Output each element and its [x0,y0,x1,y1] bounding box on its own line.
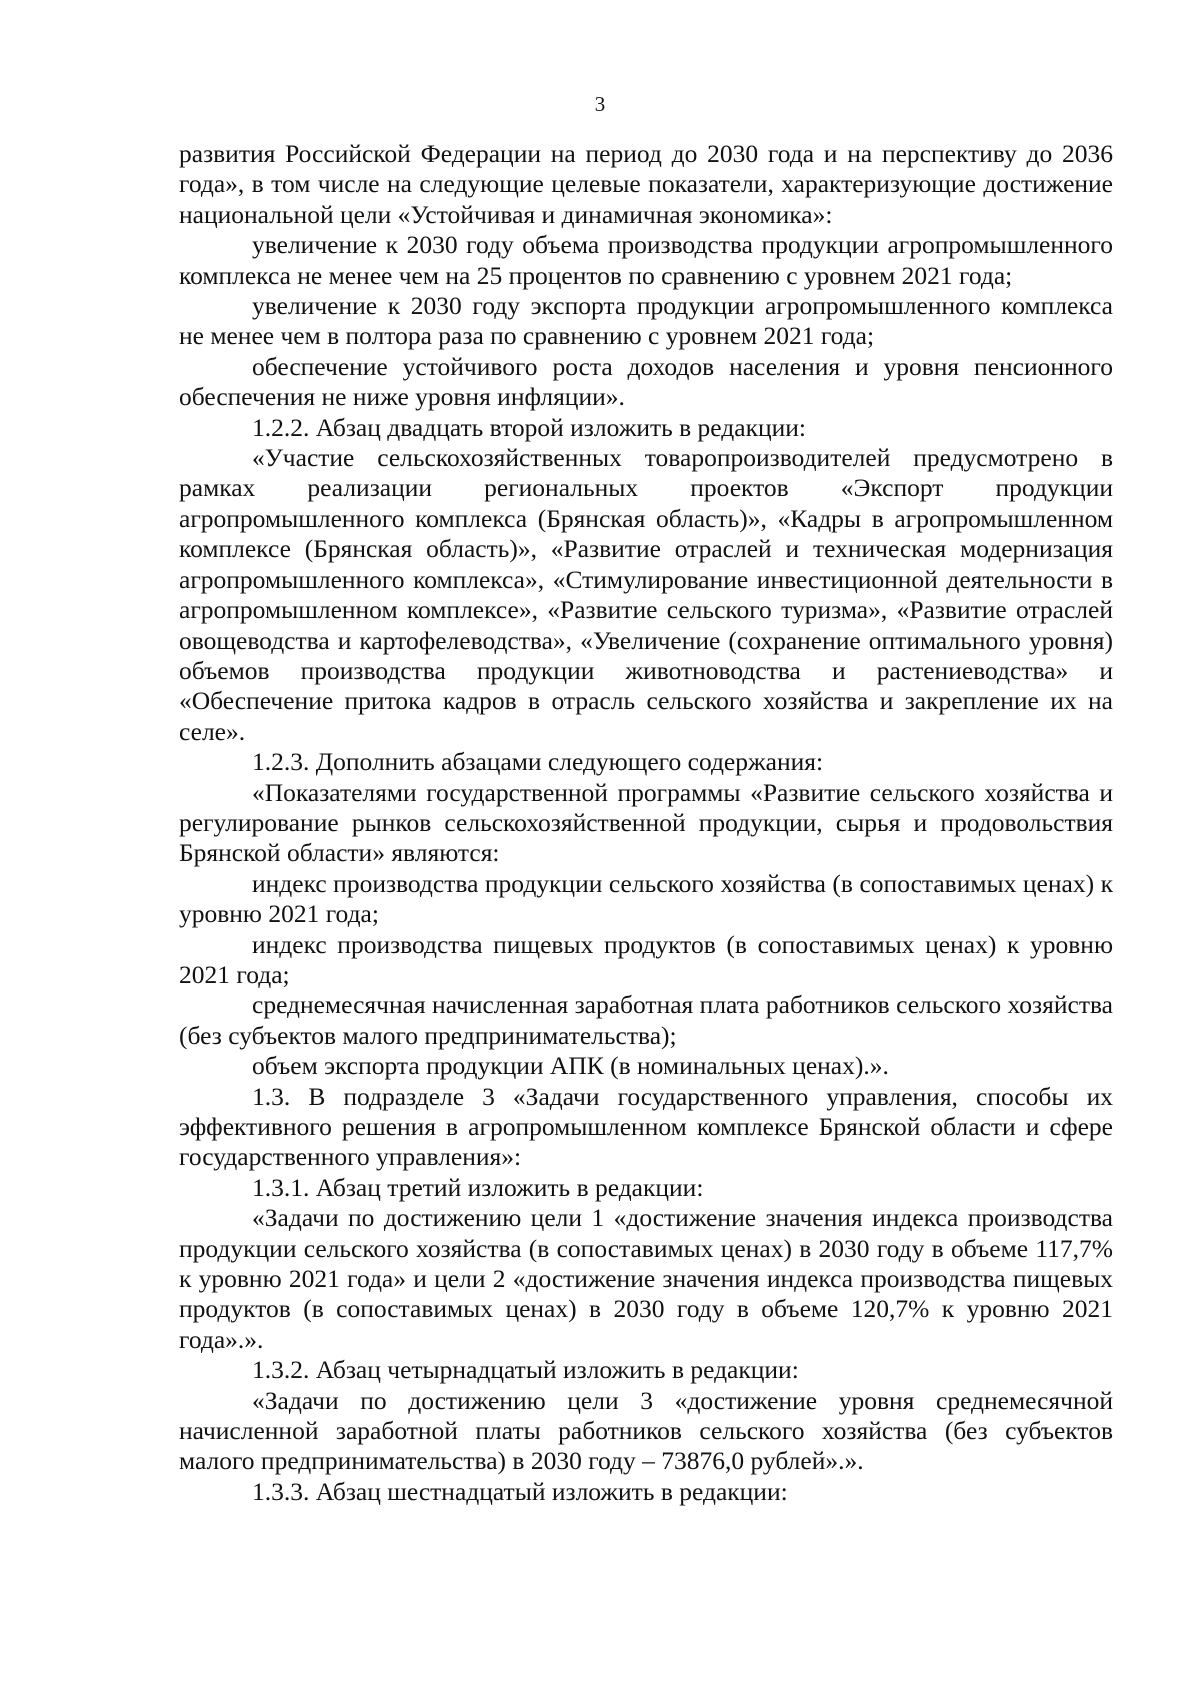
paragraph: увеличение к 2030 году объема производства продукции агропромышленного комплекса не менее чем на 25 процентов по сравнению с уровнем 2021 года; [179,230,1113,290]
paragraph: объем экспорта продукции АПК (в номинальных ценах).». [252,1051,889,1081]
paragraph: индекс производства продукции сельского хозяйства (в сопоставимых ценах) к уровню 2021 года; [179,868,1113,929]
paragraph: «Показателями государственной программы «Развитие сельского хозяйства и регулирование рынков сельскохозяйственной продукции, сырья и продовольствия Брянской области» являются: [179,777,1113,868]
paragraph: «Участие сельскохозяйственных товаропроизводителей предусмотрено в рамках реализации региональных проектов «Экспорт продукции агропромышленного комплекса (Брянская область)», «Кадры в агропромышленном комплексе (Брянская область)», «Развитие отраслей и техническая модернизация агропромышленного комплекса», «Стимулирование инвестиционной деятельности в агропромышленном комплексе», «Развитие сельского туризма», «Развитие отраслей овощеводства и картофелеводства», «Увеличение (сохранение оптимального уровня) объемов производства продукции животноводства и растениеводства» и «Обеспечение притока кадров в отрасль сельского хозяйства и закрепление их на селе». [179,443,1113,746]
paragraph: обеспечение устойчивого роста доходов населения и уровня пенсионного обеспечения не ниже уровня инфляции». [179,351,1113,412]
paragraph: среднемесячная начисленная заработная плата работников сельского хозяйства (без субъектов малого предпринимательства); [179,990,1113,1050]
paragraph: «Задачи по достижению цели 1 «достижение значения индекса производства продукции сельского хозяйства (в сопоставимых ценах) в 2030 году в объеме 117,7% к уровню 2021 года» и цели 2 «достижение значения индекса производства пищевых продуктов (в сопоставимых ценах) в 2030 году в объеме 120,7% к уровню 2021 года».». [179,1203,1113,1354]
paragraph: 1.3.3. Абзац шестнадцатый изложить в редакции: [252,1476,788,1506]
page-number: 3 [594,92,606,116]
paragraph: индекс производства пищевых продуктов (в сопоставимых ценах) к уровню 2021 года; [179,929,1113,989]
paragraph: 1.2.2. Абзац двадцать второй изложить в редакции: [252,412,806,442]
paragraph: 1.2.3. Дополнить абзацами следующего содержания: [252,747,824,777]
paragraph: развития Российской Федерации на период до 2030 года и на перспективу до 2036 года», в том числе на следующие целевые показатели, характеризующие достижение национальной цели «Устойчивая и динамичная экономика»: [179,139,1113,229]
paragraph: увеличение к 2030 году экспорта продукции агропромышленного комплекса не менее чем в полтора раза по сравнению с уровнем 2021 года; [179,291,1113,351]
paragraph: 1.3.2. Абзац четырнадцатый изложить в редакции: [252,1355,799,1385]
paragraph: 1.3. В подразделе 3 «Задачи государственного управления, способы их эффективного решения в агропромышленном комплексе Брянской области и сфере государственного управления»: [179,1081,1113,1172]
document-body [179,139,1113,1507]
paragraph: 1.3.1. Абзац третий изложить в редакции: [252,1172,704,1202]
paragraph: «Задачи по достижению цели 3 «достижение уровня среднемесячной начисленной заработной платы работников сельского хозяйства (без субъектов малого предпринимательства) в 2030 году – 73876,0 рублей».». [179,1385,1113,1476]
